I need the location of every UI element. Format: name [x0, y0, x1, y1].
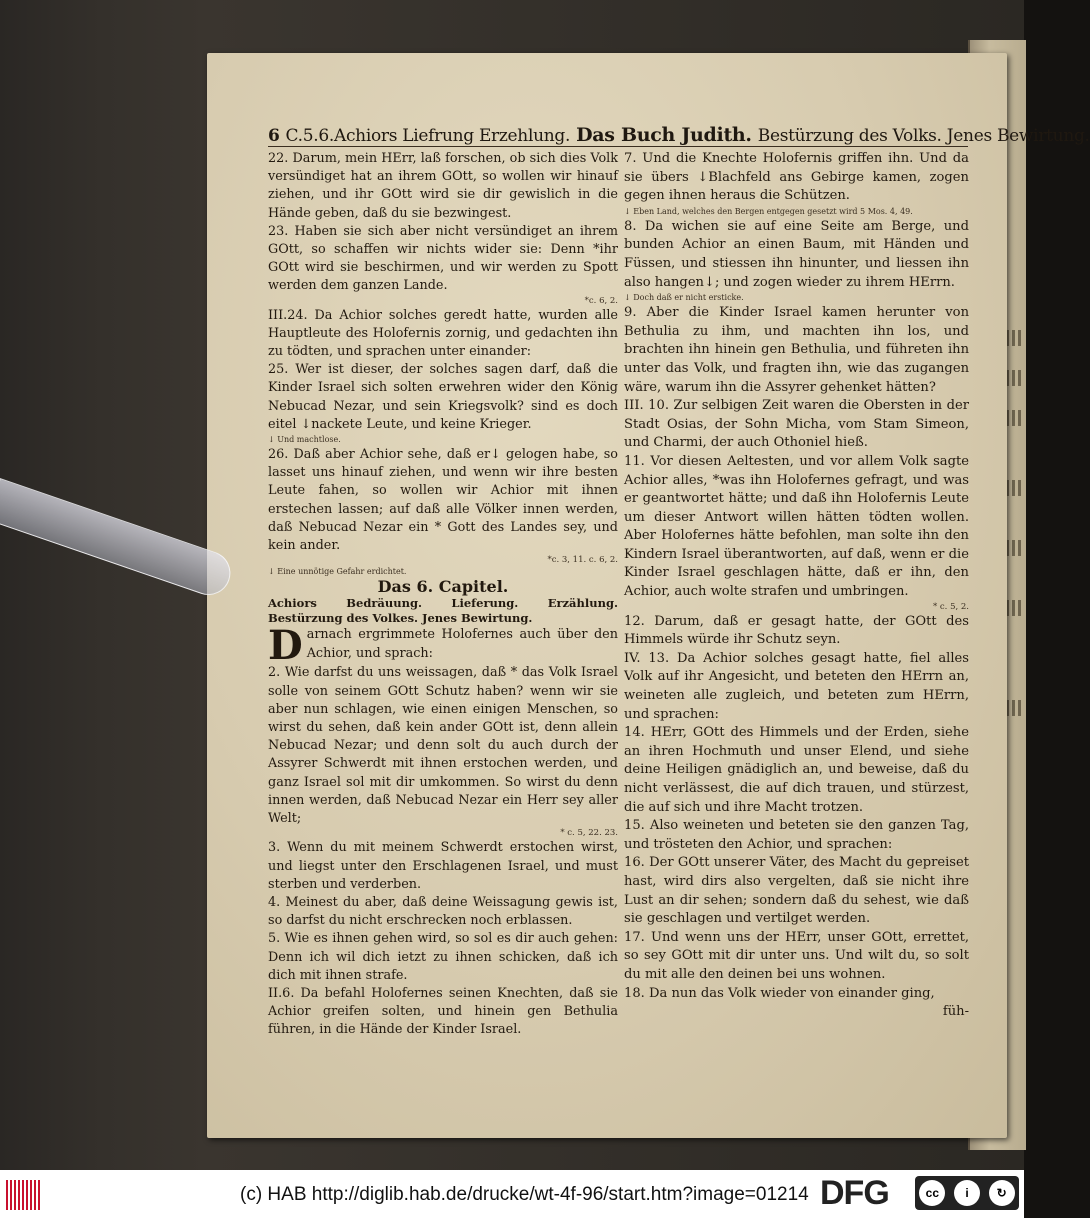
verse: 14. HErr, GOtt des Himmels und der Erden, siehe an ihren Hochmuth und unser Elend, und siehe deine Heiligen gnädiglich an, und beweise, daß du nicht verlässest, die auf dich trauen, und stürzest, die auf sich und ihre Macht trotzen. — [624, 725, 969, 815]
verse: IV. 13. Da Achior solches gesagt hatte, fiel alles Volk auf ihr Angesicht, und beteten den HErrn an, weineten alle zugleich, und beteten zum HErrn, und sprachen: — [624, 650, 969, 722]
book-title: Das Buch Judith. — [576, 124, 752, 146]
verse: III.24. Da Achior solches geredt hatte, wurden alle Hauptleute des Holofernis zornig, und gedachten ihn zu tödten, und sprachen unter einander: — [268, 307, 618, 360]
verse: 15. Also weineten und beteten sie den ganzen Tag, und trösteten den Achior, und sprachen: — [624, 818, 969, 852]
verse: 17. Und wenn uns der HErr, unser GOtt, errettet, so sey GOtt mit dir unter uns. Und wilt du, so solt du mit alle den deinen bei uns wohnen. — [624, 929, 969, 982]
verse: 23. Haben sie sich aber nicht versündiget an ihrem GOtt, so schaffen wir nichts wider sie: Denn *ihr GOtt wird sie beschirmen, und wir werden zu Spott werden dem ganzen Lande. — [268, 223, 618, 294]
by-icon: i — [954, 1180, 980, 1206]
credit-link[interactable]: (c) HAB http://diglib.hab.de/drucke/wt-4f-96/start.htm?image=01214 — [240, 1184, 809, 1205]
verse: 2. Wie darfst du uns weissagen, daß * das Volk Israel solle von seinem GOtt Schutz haben? wenn wir sie aber nun schlagen, wie einen einigen Menschen, so wirst du sehen, daß kein ander GOtt ist, denn allein Nebucad Nezar; und denn solt du auch durch der Assyrer Schwerdt mit ihnen erstochen werden, und ganz Israel sol mit dir umkommen. So wirst du denn innen werden, daß Nebucad Nezar ein Herr sey aller Welt; — [268, 665, 618, 827]
cross-reference: * c. 5, 2. — [932, 601, 969, 612]
verse: 8. Da wichen sie auf eine Seite am Berge, und bunden Achior an einen Baum, mit Händen und Füssen, und stiessen ihn hinunter, und liessen ihn also hangen↓; und zogen wieder zu ihrem HErrn. — [624, 218, 969, 290]
cc-icon: cc — [919, 1180, 945, 1206]
verse: 16. Der GOtt unserer Väter, des Macht du gepreiset hast, wird dirs also vergelten, daß sie nicht ihre Lust an dir sehen; sondern daß du sehest, wie daß sie geschlagen und vertilget werden. — [624, 855, 969, 927]
dfg-logo: DFG — [820, 1174, 889, 1212]
sa-icon: ↻ — [989, 1180, 1015, 1206]
right-column — [624, 150, 969, 1022]
verse: 9. Aber die Kinder Israel kamen herunter von Bethulia zu ihm, und machten ihn los, und brachten ihn hinein gen Bethulia, und führeten ihn unter das Volk, und fragten ihn, wie das zugangen wäre, warum ihn die Assyrer gehenket hätten? — [624, 305, 969, 395]
hab-logo-icon — [6, 1180, 40, 1210]
drop-cap: D — [268, 622, 303, 670]
cross-reference: *c. 6, 2. — [584, 295, 618, 306]
footnote: ↓ Doch daß er nicht ersticke. — [624, 293, 744, 303]
verse: 22. Darum, mein HErr, laß forschen, ob sich dies Volk versündiget hat an ihrem GOtt, so wollen wir hinauf ziehen, und ihr GOtt wird sie dir gewislich in die Hände geben, daß du sie bezwingest. — [268, 151, 618, 221]
page-number: 6 — [268, 126, 280, 146]
verse: 4. Meinest du aber, daß deine Weissagung gewis ist, so darfst du nicht erschrecken noch erblassen. — [268, 894, 618, 929]
verse: 26. Daß aber Achior sehe, daß er↓ gelogen habe, so lasset uns hinauf ziehen, und wenn wir ihre besten Leute fahen, so wollen wir Achior mit ihnen erstechen lassen; auf daß alle Völker innen werden, daß Nebucad Nezar ein * Gott des Landes sey, und kein ander. — [268, 447, 618, 554]
intro-text: arnach ergrimmete Holofernes auch über den Achior, und sprach: — [306, 627, 618, 661]
left-column — [268, 150, 618, 1040]
footer-bar — [0, 1170, 1024, 1218]
footnote: ↓ Und machtlose. — [268, 435, 341, 445]
catchword: füh- — [942, 1004, 969, 1020]
verse: 3. Wenn du mit meinem Schwerdt erstochen wirst, und liegst unter den Erschlagenen Israel, und must sterben und verderben. — [268, 840, 618, 892]
chapter-title: Das 6. Capitel. — [377, 577, 509, 597]
verse: 7. Und die Knechte Holofernis griffen ihn. Und da sie übers ↓Blachfeld ans Gebirge kamen, zogen gegen ihnen heraus die Schützen. — [624, 151, 969, 204]
footnote: ↓ Eine unnötige Gefahr erdichtet. — [268, 567, 407, 577]
chapter-intro — [268, 622, 618, 670]
verse: 12. Darum, daß er gesagt hatte, der GOtt des Himmels würde ihr Schutz seyn. — [624, 613, 969, 648]
verse: 11. Vor diesen Aeltesten, und vor allem Volk sagte Achior alles, *was ihn Holofernes gefragt, und was er geantwortet hätte; und daß ihn Holofernis Leute um dieser Antwort willen hätten tödten wollen. Aber Holofernes hätte befohlen, man solte ihn den Kindern Israel überantworten, auf daß, wenn er die Kinder Israel geschlagen hätte, daß er ihn, den Achior, auch wolte strafen und umbringen. — [624, 453, 969, 600]
license-badge[interactable] — [915, 1176, 1019, 1210]
footnote: ↓ Eben Land, welches den Bergen entgegen gesetzt wird 5 Mos. 4, 49. — [624, 206, 913, 216]
verse: 25. Wer ist dieser, der solches sagen darf, daß die Kinder Israel sich solten erwehren wider den König Nebucad Nezar, und sein Kriegsvolk? sind es doch eitel ↓nackete Leute, und keine Krieger. — [268, 362, 618, 432]
cross-reference: * c. 5, 22. 23. — [560, 828, 618, 839]
cross-reference: *c. 3, 11. c. 6, 2. — [547, 555, 618, 566]
verse: II.6. Da befahl Holofernes seinen Knechten, daß sie Achior greifen solten, und hinein gen Bethulia führen, in die Hände der Kinder Israel. — [268, 985, 618, 1038]
verse: 5. Wie es ihnen gehen wird, so sol es dir auch gehen: Denn ich wil dich ietzt zu ihnen schicken, daß ich dich mit ihnen strafe. — [268, 931, 618, 983]
running-header — [268, 116, 1090, 147]
header-right-text: Bestürzung des Volks. Jenes Bewirtung. — [757, 126, 1090, 146]
verse: III. 10. Zur selbigen Zeit waren die Obersten in der Stadt Osias, der Sohn Micha, vom Stam Simeon, und Charmi, der auch Othoniel hieß. — [624, 398, 969, 451]
chapter-summary: Achiors Bedräuung. Lieferung. Erzählung. Bestürzung des Volkes. Jenes Bewirtung. — [268, 596, 618, 626]
verse: 18. Da nun das Volk wieder von einander ging, — [624, 985, 935, 1001]
header-left-text: C.5.6.Achiors Liefrung Erzehlung. — [285, 126, 571, 146]
